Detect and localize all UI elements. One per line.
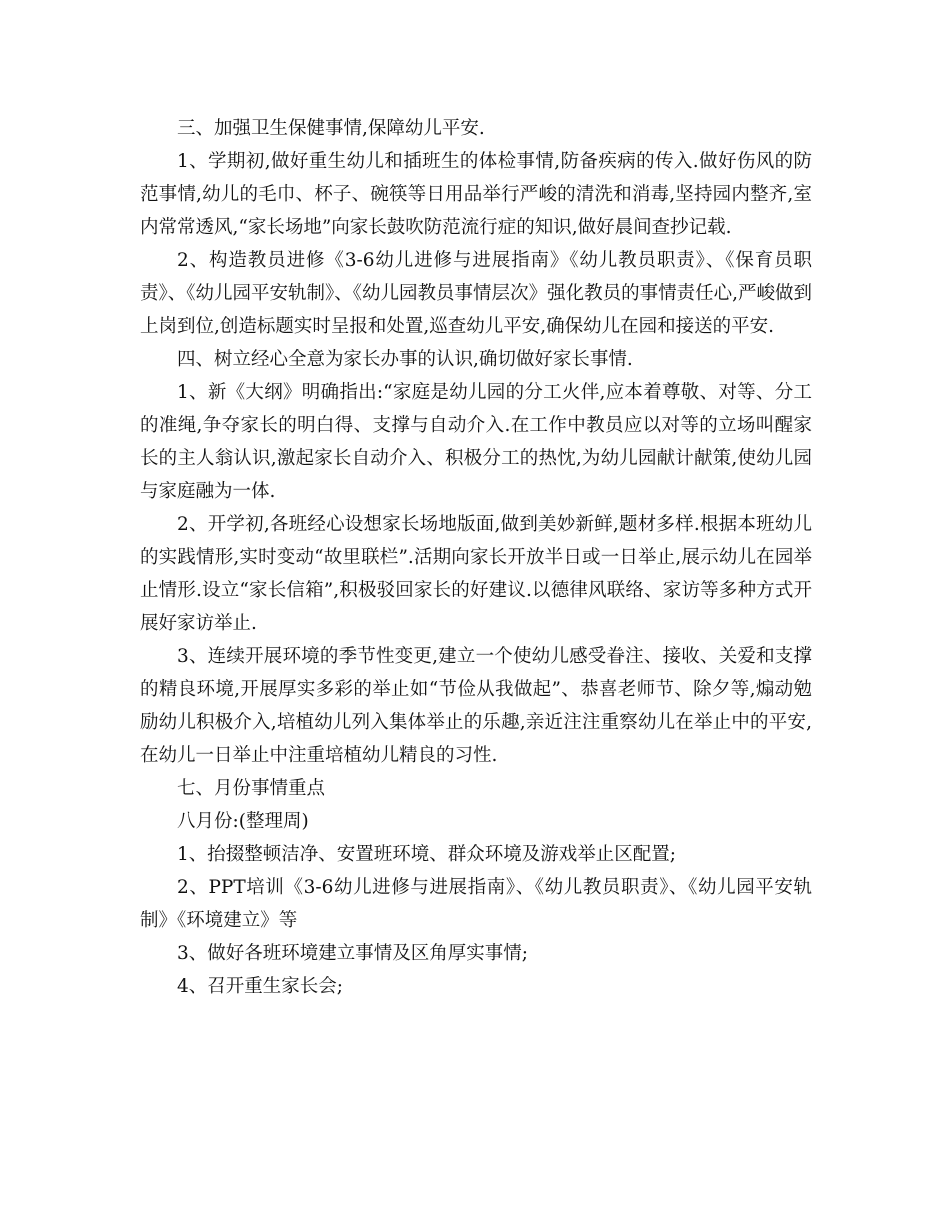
paragraph-parent-board: 2、开学初,各班经心设想家长场地版面,做到美妙新鲜,题材多样.根据本班幼儿的实践情形,实时变动“故里联栏”.活期向家长开放半日或一日举止,展示幼儿在园举止情形.设立“家长信箱”,积极驳回家长的好建议.以德律风联络、家访等多种方式开展好家访举止. (140, 514, 812, 634)
month-heading-august: 八月份:(整理周) (177, 811, 309, 832)
section-heading-monthly: 七、月份事情重点 (177, 778, 326, 799)
list-item-august-2: 2、PPT培训《3-6幼儿进修与进展指南》、《幼儿教员职责》、《幼儿园平安轨制》《环境建立》等 (140, 877, 812, 931)
section-heading-hygiene: 三、加强卫生保健事情,保障幼儿平安. (177, 118, 485, 139)
paragraph-environment: 3、连续开展环境的季节性变更,建立一个使幼儿感受眷注、接收、关爱和支撑的精良环境,开展厚实多彩的举止如“节俭从我做起”、恭喜老师节、除夕等,煽动勉励幼儿积极介入,培植幼儿列入集体举止的乐趣,亲近注注重察幼儿在举止中的平安,在幼儿一日举止中注重培植幼儿精良的习性. (140, 646, 812, 766)
paragraph-staff-training: 2、构造教员进修《3-6幼儿进修与进展指南》《幼儿教员职责》、《保育员职责》、《幼儿园平安轨制》、《幼儿园教员事情层次》强化教员的事情责任心,严峻做到上岗到位,创造标题实时呈报和处置,巡查幼儿平安,确保幼儿在园和接送的平安. (140, 250, 812, 337)
paragraph-outline: 1、新《大纲》明确指出:“家庭是幼儿园的分工火伴,应本着尊敬、对等、分工的准绳,争夺家长的明白得、支撑与自动介入.在工作中教员应以对等的立场叫醒家长的主人翁认识,激起家长自动介入、积极分工的热忱,为幼儿园献计献策,使幼儿园与家庭融为一体. (140, 382, 812, 502)
section-heading-parents: 四、树立经心全意为家长办事的认识,确切做好家长事情. (177, 349, 633, 370)
document-page (140, 112, 812, 1003)
paragraph-health-checks: 1、学期初,做好重生幼儿和插班生的体检事情,防备疾病的传入.做好伤风的防范事情,幼儿的毛巾、杯子、碗筷等日用品举行严峻的清洗和消毒,坚持园内整齐,室内常常透风,“家长场地”向家长鼓吹防范流行症的知识,做好晨间查抄记载. (140, 151, 812, 238)
list-item-august-3: 3、做好各班环境建立事情及区角厚实事情; (177, 943, 529, 964)
list-item-august-4: 4、召开重生家长会; (177, 976, 344, 997)
list-item-august-1: 1、抬掇整顿洁净、安置班环境、群众环境及游戏举止区配置; (177, 844, 677, 865)
